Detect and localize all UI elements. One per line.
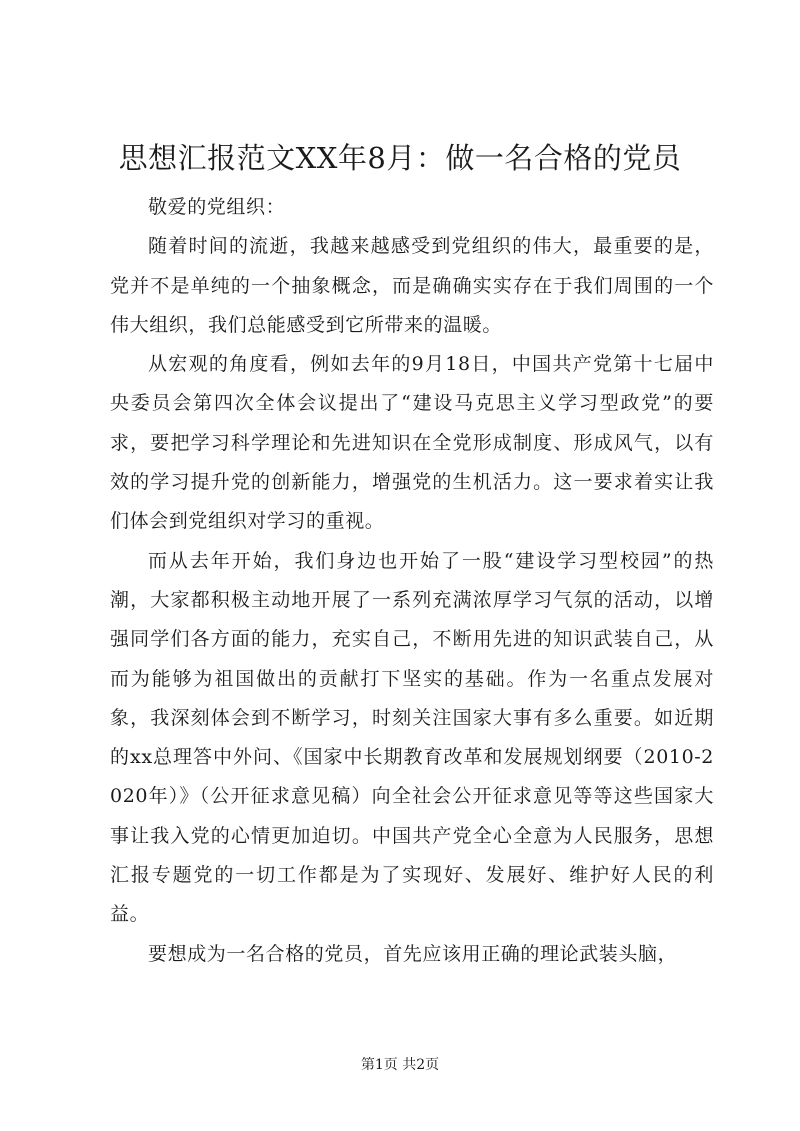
page-footer: 第1页 共2页	[360, 1057, 440, 1073]
paragraph-2: 从宏观的角度看，例如去年的9月18日，中国共产党第十七届中央委员会第四次全体会议提出了“建设马克思主义学习型政党”的要求，要把学习科学理论和先进知识在全党形成制度、形成风气，以有效的学习提升党的创新能力，增强党的生机活力。这一要求着实让我们体会到党组织对学习的重视。	[110, 353, 714, 533]
paragraph-4: 要想成为一名合格的党员，首先应该用正确的理论武装头脑，	[148, 942, 678, 965]
salutation: 敬爱的党组织：	[148, 196, 286, 218]
paragraph-1: 随着时间的流逝，我越来越感受到党组织的伟大，最重要的是，党并不是单纯的一个抽象概念，而是确确实实存在于我们周围的一个伟大组织，我们总能感受到它所带来的温暖。	[110, 235, 714, 336]
document-body	[110, 188, 714, 974]
document-title: 思想汇报范文XX年8月：做一名合格的党员	[118, 141, 682, 175]
paragraph-3: 而从去年开始，我们身边也开始了一股“建设学习型校园”的热潮，大家都积极主动地开展了一系列充满浓厚学习气氛的活动，以增强同学们各方面的能力，充实自己，不断用先进的知识武装自己，从而为能够为祖国做出的贡献打下坚实的基础。作为一名重点发展对象，我深刻体会到不断学习，时刻关注国家大事有多么重要。如近期的xx总理答中外问、《国家中长期教育改革和发展规划纲要（2010-2020年）》（公开征求意见稿）向全社会公开征求意见等等这些国家大事让我入党的心情更加迫切。中国共产党全心全意为人民服务，思想汇报专题党的一切工作都是为了实现好、发展好、维护好人民的利益。	[110, 549, 714, 926]
